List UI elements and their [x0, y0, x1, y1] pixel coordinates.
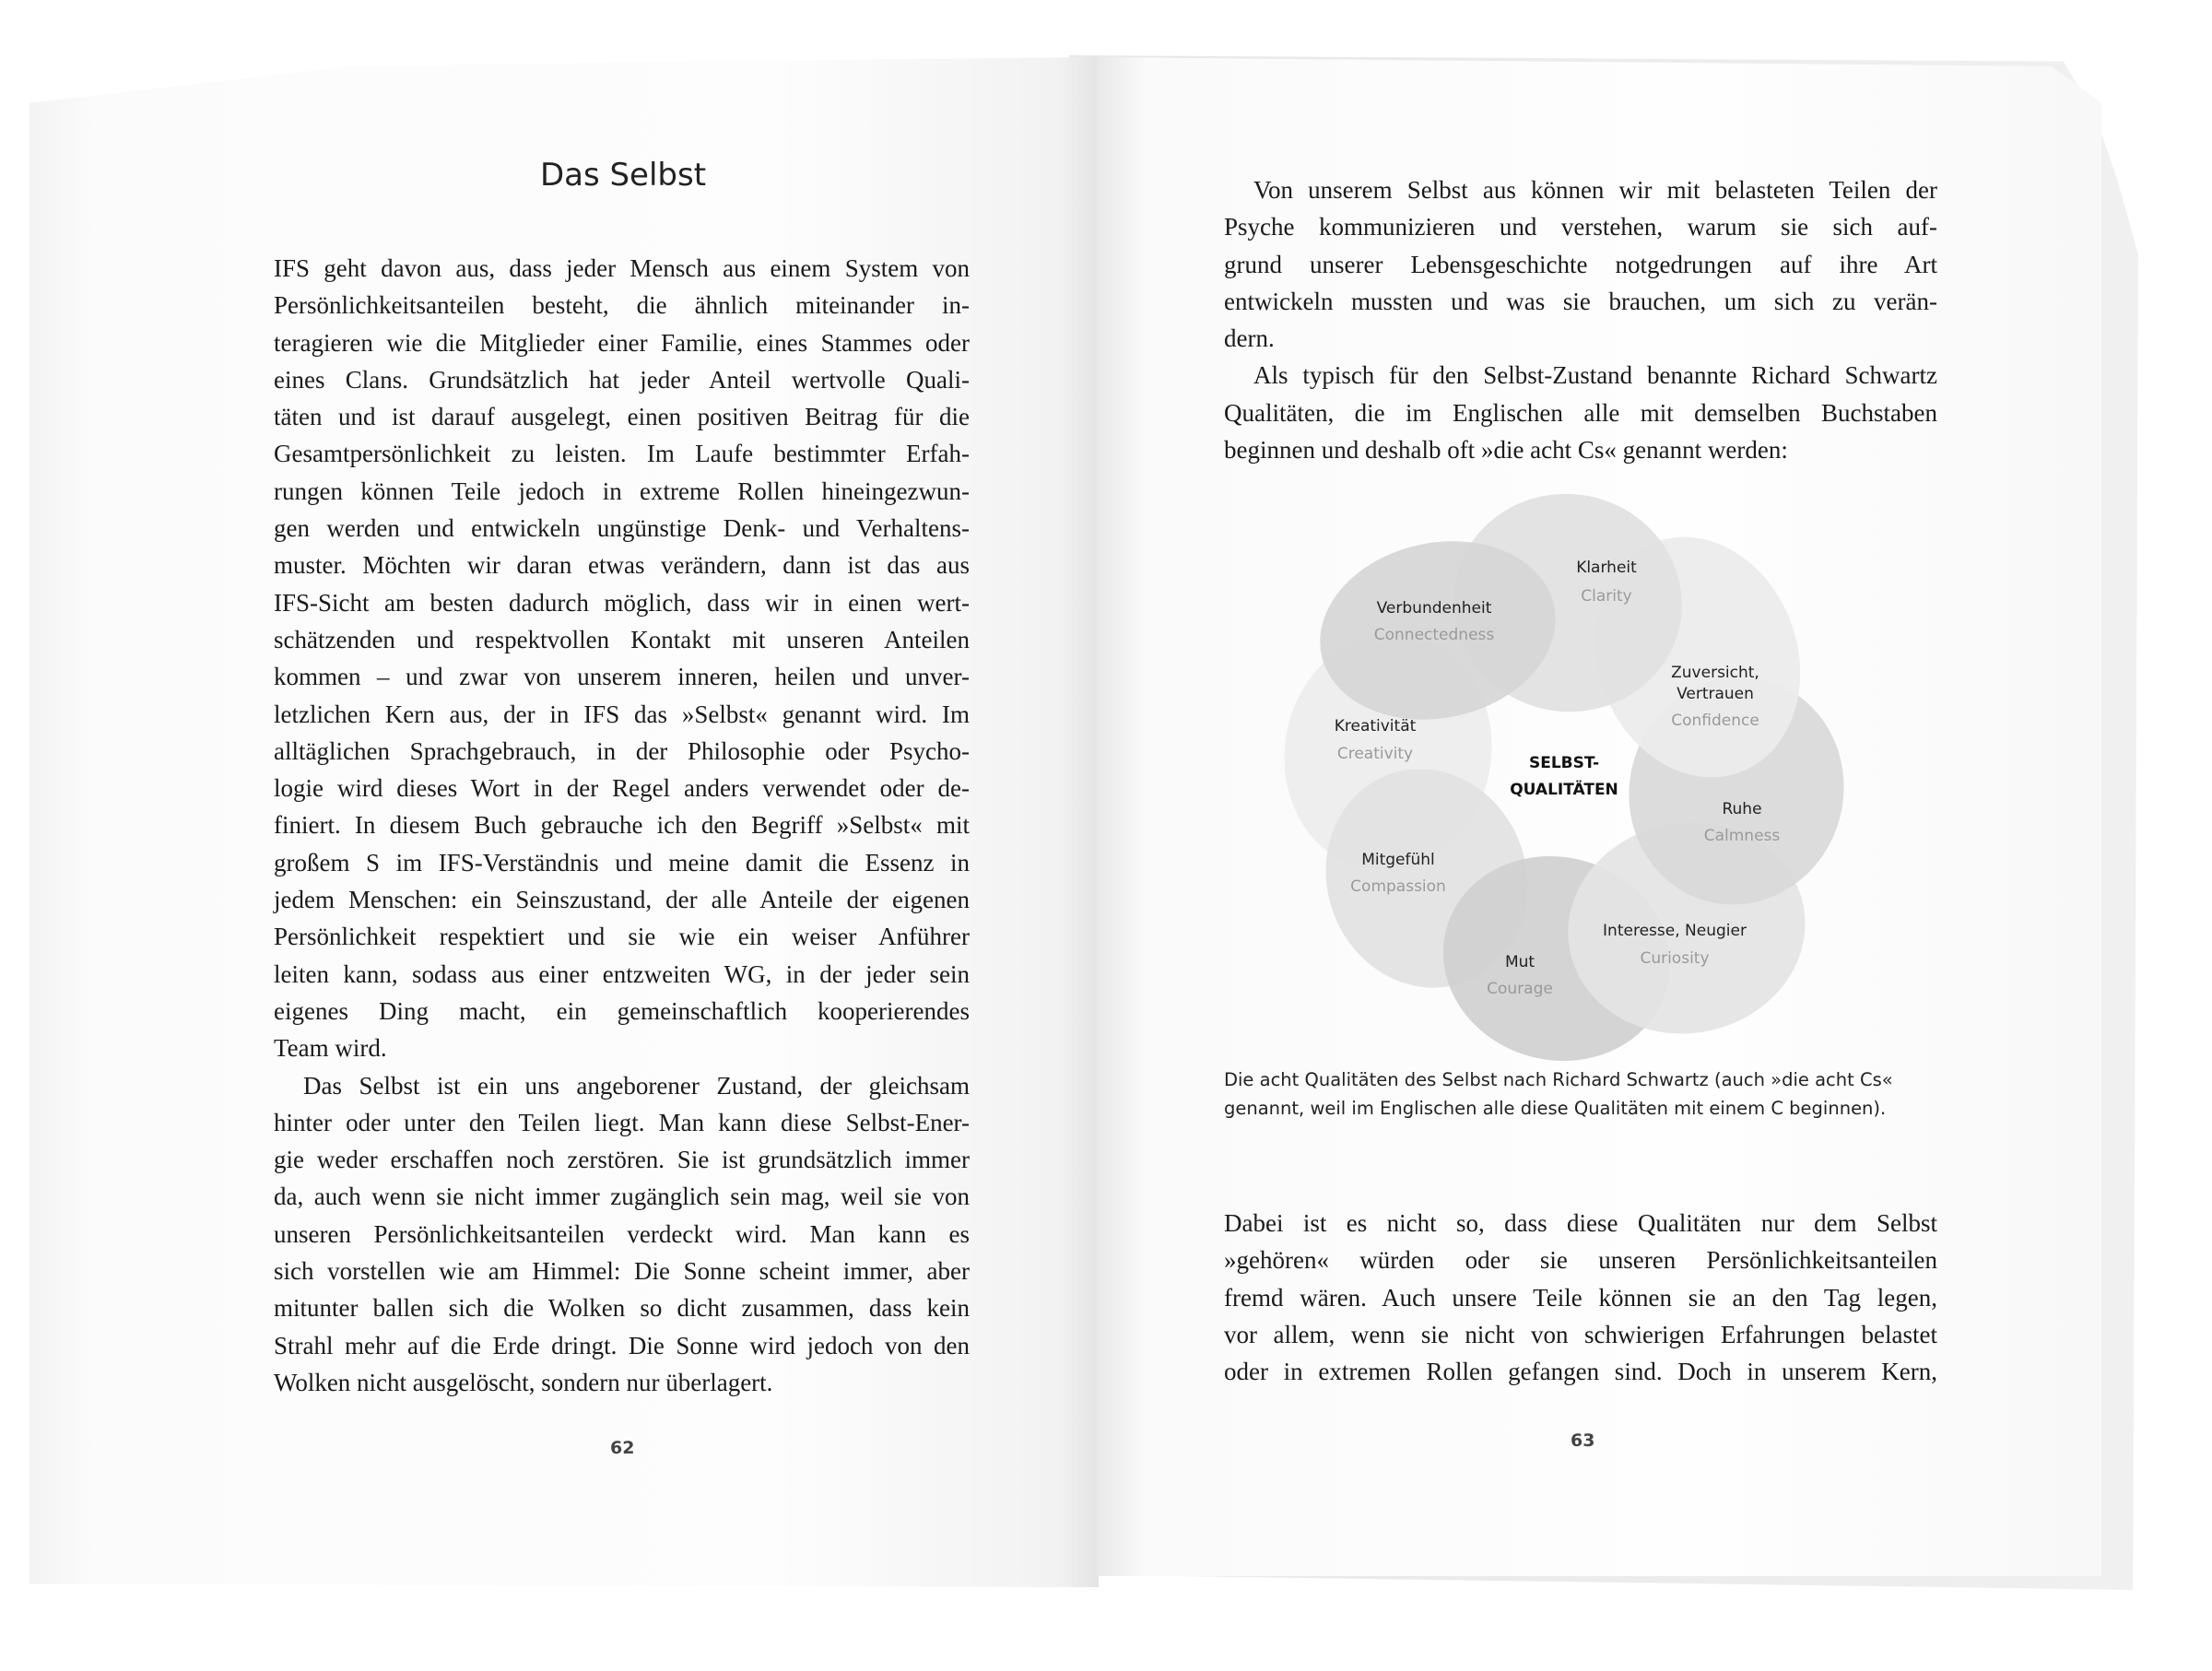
quality-label-de: Kreativität: [1334, 717, 1417, 735]
quality-label-en: Compassion: [1350, 877, 1446, 896]
text-line: rungen können Teile jedoch in extreme Rollen hineingezwun-: [274, 477, 970, 505]
quality-label-en: Courage: [1487, 980, 1553, 998]
quality-label-en: Creativity: [1336, 745, 1414, 763]
text-line: Von unserem Selbst aus können wir mit belasteten Teilen der: [1253, 176, 1937, 204]
quality-label-de: Verbundenheit: [1376, 599, 1492, 618]
text-line: eigenes Ding macht, ein gemeinschaftlich kooperierendes: [274, 996, 970, 1025]
text-line: vor allem, wenn sie nicht von schwierigen Erfahrungen belastet: [1224, 1320, 1937, 1348]
text-line: Gesamtpersönlichkeit zu leisten. Im Laufe bestimmter Erfah-: [274, 440, 970, 468]
text-line: teragieren wie die Mitglieder einer Familie, eines Stammes oder: [274, 328, 970, 357]
text-line: oder in extremen Rollen gefangen sind. Doch in unserem Kern,: [1224, 1358, 1937, 1386]
text-line: Persönlichkeit respektiert und sie wie ein weiser Anführer: [274, 923, 970, 951]
text-line: täten und ist darauf ausgelegt, einen positiven Beitrag für die: [274, 403, 970, 431]
text-line: »gehören« würden oder sie unseren Persönlichkeitsanteilen: [1224, 1246, 1937, 1275]
right-bottom-text: [1224, 1205, 1937, 1390]
text-line: leiten kann, sodass aus einer entzweiten WG, in der jeder sein: [274, 959, 970, 988]
page-number-left: 62: [610, 1438, 635, 1458]
caption-line: genannt, weil im Englischen alle diese Qualitäten mit einem C beginnen).: [1224, 1098, 1887, 1119]
text-line: gie weder erschaffen noch zerstören. Sie ist grundsätzlich immer: [274, 1146, 970, 1174]
quality-label-en: Connectedness: [1373, 626, 1495, 644]
quality-label-de: Mut: [1504, 953, 1535, 971]
quality-label-de: Mitgefühl: [1361, 851, 1435, 869]
text-line: Strahl mehr auf die Erde dringt. Die Sonne wird jedoch von den: [274, 1331, 970, 1359]
text-line: logie wird dieses Wort in der Regel anders verwendet oder de-: [274, 774, 970, 803]
text-line: gen werden und entwickeln ungünstige Denk- und Verhaltens-: [274, 514, 970, 543]
quality-label-de: Ruhe: [1722, 800, 1762, 818]
diagram-center-label: QUALITÄTEN: [1510, 781, 1618, 799]
text-line: IFS geht davon aus, dass jeder Mensch aus einem System von: [274, 254, 970, 282]
quality-label-de: Interesse, Neugier: [1603, 922, 1747, 940]
text-line: unseren Persönlichkeitsanteilen verdeckt wird. Man kann es: [274, 1219, 970, 1248]
text-line: kommen – und zwar von unserem inneren, heilen und unver-: [274, 663, 970, 691]
text-line: da, auch wenn sie nicht immer zugänglich sein mag, weil sie von: [274, 1183, 970, 1211]
text-line: hinter oder unter den Teilen liegt. Man kann diese Selbst-Ener-: [274, 1108, 970, 1136]
quality-label-en: Calmness: [1703, 827, 1781, 845]
text-line: Qualitäten, die im Englischen alle mit demselben Buchstaben: [1224, 398, 1937, 427]
quality-label-de: Zuversicht,: [1671, 664, 1759, 682]
text-line: alltäglichen Sprachgebrauch, in der Philosophie oder Psycho-: [274, 736, 970, 765]
figure-caption: [1224, 1065, 1961, 1123]
text-line: grund unserer Lebensgeschichte notgedrungen auf ihre Art: [1224, 250, 1937, 278]
text-line: fremd wären. Auch unsere Teile können sie an den Tag legen,: [1224, 1283, 1937, 1312]
quality-label-de: Klarheit: [1576, 559, 1637, 577]
text-line: letzlichen Kern aus, der in IFS das »Selbst« genannt wird. Im: [274, 700, 970, 728]
page-number-right: 63: [1571, 1430, 1595, 1451]
text-line: IFS-Sicht am besten dadurch möglich, dass wir in einen wert-: [274, 588, 970, 617]
text-line: dern.: [1224, 324, 1275, 353]
text-line: mitunter ballen sich die Wolken so dicht zusammen, dass kein: [274, 1294, 970, 1323]
text-line: Wolken nicht ausgelöscht, sondern nur überlagert.: [274, 1368, 773, 1396]
text-line: beginnen und deshalb oft »die acht Cs« genannt werden:: [1224, 436, 1788, 465]
text-line: Team wird.: [274, 1034, 387, 1063]
quality-label-en: Confidence: [1671, 712, 1759, 730]
text-line: Das Selbst ist ein uns angeborener Zustand, der gleichsam: [303, 1071, 970, 1100]
quality-label-en: Curiosity: [1640, 949, 1710, 968]
text-line: Psyche kommunizieren und verstehen, warum sie sich auf-: [1224, 213, 1937, 241]
text-line: Persönlichkeitsanteilen besteht, die ähnlich miteinander in-: [274, 291, 970, 320]
text-line: großem S im IFS-Verständnis und meine damit die Essenz in: [274, 848, 970, 877]
caption-line: Die acht Qualitäten des Selbst nach Richard Schwartz (auch »die acht Cs«: [1224, 1069, 1893, 1090]
quality-label-en: Clarity: [1581, 587, 1632, 606]
quality-label-de: Vertrauen: [1677, 685, 1754, 703]
text-line: muster. Möchten wir daran etwas verändern, dann ist das aus: [274, 551, 970, 580]
text-line: schätzenden und respektvollen Kontakt mit unseren Anteilen: [274, 625, 970, 653]
text-line: entwickeln mussten und was sie brauchen, um sich zu verän-: [1224, 287, 1937, 315]
text-line: Dabei ist es nicht so, dass diese Qualitäten nur dem Selbst: [1224, 1209, 1937, 1237]
text-line: jedem Menschen: ein Seinszustand, der alle Anteile der eigenen: [274, 886, 970, 914]
text-line: Als typisch für den Selbst-Zustand benannte Richard Schwartz: [1253, 361, 1937, 390]
diagram-center-label: SELBST-: [1528, 754, 1600, 772]
text-line: sich vorstellen wie am Himmel: Die Sonne scheint immer, aber: [274, 1257, 970, 1286]
text-line: eines Clans. Grundsätzlich hat jeder Anteil wertvolle Quali-: [274, 365, 970, 394]
chapter-title: Das Selbst: [539, 157, 707, 194]
text-line: finiert. In diesem Buch gebrauche ich den Begriff »Selbst« mit: [274, 811, 970, 840]
